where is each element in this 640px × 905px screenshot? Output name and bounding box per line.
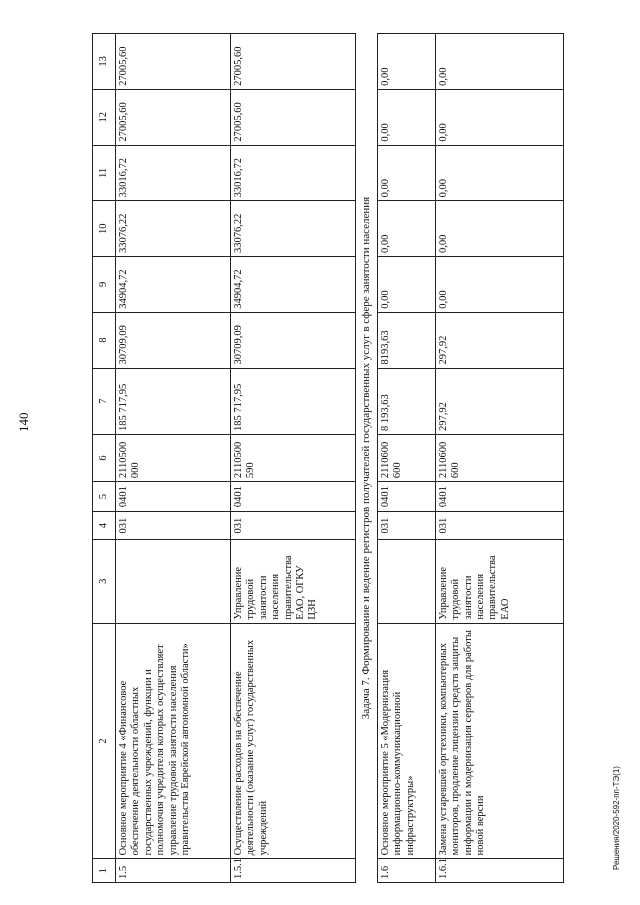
col-header: 6: [93, 434, 116, 481]
cell-value: 27005,60: [231, 89, 356, 145]
cell-total: 185 717,95: [116, 368, 231, 434]
cell-name: Замена устаревшей оргтехники, компьютерных мониторов, продление лицензии средств защиты информации и модернизация серверов для работы новой версии: [435, 623, 563, 859]
cell-value: 0,00: [435, 34, 563, 90]
task-row: [356, 34, 378, 883]
cell-name: Осуществление расходов на обеспечение деятельности (оказание услуг) государственных учреждений: [231, 623, 356, 859]
cell-value: 0,00: [435, 257, 563, 313]
table-row: [231, 34, 356, 883]
col-header: 13: [93, 34, 116, 90]
cell-grbs: 031: [116, 512, 231, 540]
col-header: 8: [93, 312, 116, 368]
cell-name: Основное мероприятие 5 «Модернизация информационно-коммуникационной инфраструктуры»: [377, 623, 435, 859]
cell-executor: Управление трудовой занятости населения правительства ЕАО: [435, 539, 563, 623]
cell-total: 185 717,95: [231, 368, 356, 434]
cell-number: 1.5.1: [231, 859, 356, 883]
cell-section: 0401: [377, 482, 435, 512]
col-header: 3: [93, 539, 116, 623]
cell-value: 27005,60: [231, 34, 356, 90]
cell-csr: 2110500 590: [231, 434, 356, 481]
cell-executor: [116, 539, 231, 623]
cell-value: 34904,72: [231, 257, 356, 313]
cell-csr: 2110600 600: [377, 434, 435, 481]
cell-value: 0,00: [435, 89, 563, 145]
col-header: 4: [93, 512, 116, 540]
cell-csr: 2110500 000: [116, 434, 231, 481]
task-heading: Задача 7. Формирование и ведение регистров получателей государственных услуг в сфере занятости населения: [356, 34, 378, 883]
cell-value: 0,00: [377, 34, 435, 90]
cell-executor: Управление трудовой занятости населения правительства ЕАО, ОГКУ ЦЗН: [231, 539, 356, 623]
cell-name: Основное мероприятие 4 «Финансовое обеспечение деятельности областных государственных учреждений, функции и полномочия учредителя которых осуществляет управление трудовой занятости населения правительства Еврейской автономной области»: [116, 623, 231, 859]
cell-value: 0,00: [377, 89, 435, 145]
page-number: 140: [16, 412, 31, 432]
cell-total: 8 193,63: [377, 368, 435, 434]
cell-value: 0,00: [377, 201, 435, 257]
cell-number: 1.6.1: [435, 859, 563, 883]
cell-total: 297,92: [435, 368, 563, 434]
cell-section: 0401: [116, 482, 231, 512]
cell-value: 0,00: [377, 257, 435, 313]
col-header: 10: [93, 201, 116, 257]
footer-doc-id: Решения/2020-592-пп-ТЭ(1): [612, 766, 621, 870]
cell-value: 297,92: [435, 312, 563, 368]
col-header: 5: [93, 482, 116, 512]
col-header: 9: [93, 257, 116, 313]
cell-number: 1.6: [377, 859, 435, 883]
cell-value: 34904,72: [116, 257, 231, 313]
budget-table: [92, 33, 564, 883]
cell-executor: [377, 539, 435, 623]
table-row: [377, 34, 435, 883]
cell-grbs: 031: [377, 512, 435, 540]
cell-value: 30709,09: [116, 312, 231, 368]
cell-value: 0,00: [435, 145, 563, 201]
cell-value: 8193,63: [377, 312, 435, 368]
col-header: 7: [93, 368, 116, 434]
budget-table-rotated: [92, 33, 597, 883]
col-header: 1: [93, 859, 116, 883]
cell-grbs: 031: [435, 512, 563, 540]
cell-value: 27005,60: [116, 34, 231, 90]
cell-value: 33016,72: [231, 145, 356, 201]
cell-value: 33076,22: [231, 201, 356, 257]
cell-value: 0,00: [377, 145, 435, 201]
cell-csr: 2110600 600: [435, 434, 563, 481]
table-row: [116, 34, 231, 883]
cell-number: 1.5: [116, 859, 231, 883]
cell-value: 27005,60: [116, 89, 231, 145]
cell-value: 33076,22: [116, 201, 231, 257]
col-header: 12: [93, 89, 116, 145]
table-row: [435, 34, 563, 883]
cell-section: 0401: [231, 482, 356, 512]
header-row: [93, 34, 116, 883]
cell-value: 33016,72: [116, 145, 231, 201]
col-header: 11: [93, 145, 116, 201]
cell-grbs: 031: [231, 512, 356, 540]
cell-value: 30709,09: [231, 312, 356, 368]
cell-value: 0,00: [435, 201, 563, 257]
cell-section: 0401: [435, 482, 563, 512]
col-header: 2: [93, 623, 116, 859]
